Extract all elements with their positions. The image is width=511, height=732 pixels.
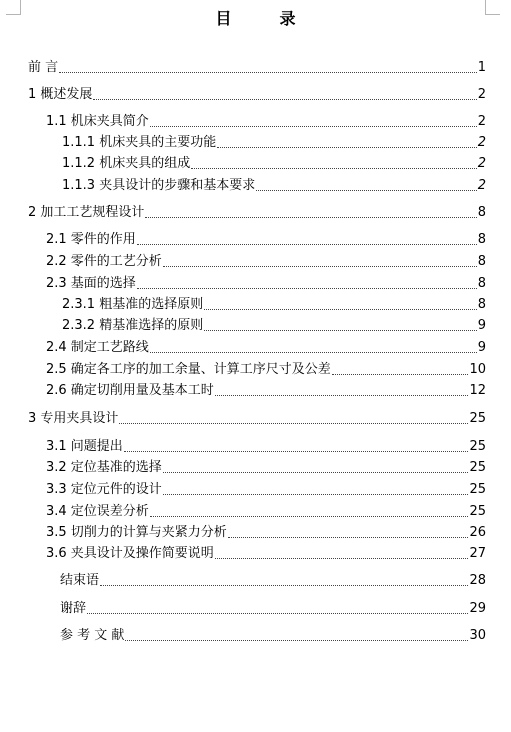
toc-page-number: 8 [477,205,486,220]
toc-entry-conclusion[interactable] [60,572,486,590]
toc-entry-3-6[interactable] [46,545,486,563]
toc-page-number: 25 [469,460,486,475]
toc-entry-text: 1.1 机床夹具简介 [46,114,149,129]
toc-entry-3-4[interactable] [46,503,486,521]
toc-dot-leader [204,297,477,310]
toc-entry-2-6[interactable] [46,382,486,400]
toc-entry-2-4[interactable] [46,339,486,357]
toc-entry-preface[interactable] [28,59,486,77]
toc-dot-leader [163,482,469,495]
toc-page-number: 30 [469,628,486,643]
toc-dot-leader [150,504,469,517]
toc-entry-text: 2.3 基面的选择 [46,276,136,291]
toc-page-number: 9 [477,318,486,333]
toc-page-number: 27 [469,546,486,561]
toc-entry-3-2[interactable] [46,459,486,477]
toc-dot-leader [119,411,468,424]
toc-entry-text: 3.4 定位误差分析 [46,504,149,519]
toc-page-number: 2 [477,114,486,129]
toc-entry-text: 3.2 定位基准的选择 [46,460,162,475]
toc-entry-text: 3.3 定位元件的设计 [46,482,162,497]
toc-dot-leader [93,87,476,100]
toc-entry-text: 2.2 零件的工艺分析 [46,254,162,269]
toc-dot-leader [100,573,468,586]
toc-page-number: 25 [469,439,486,454]
toc-dot-leader [215,383,469,396]
toc-page-number: 25 [469,411,486,426]
toc-dot-leader [163,460,469,473]
page-title: 目 录 [215,9,312,28]
toc-page-number: 2 [477,178,486,193]
toc-dot-leader [87,601,468,614]
toc-entry-text: 2 加工工艺规程设计 [28,205,145,220]
toc-dot-leader [204,318,477,331]
toc-entry-text: 3.5 切削力的计算与夹紧力分析 [46,525,227,540]
toc-entry-2-1[interactable] [46,231,486,249]
toc-page-number: 8 [477,232,486,247]
toc-page-number: 8 [477,276,486,291]
toc-dot-leader [163,254,477,267]
toc-entry-2-2[interactable] [46,253,486,271]
toc-page-number: 2 [477,156,486,171]
toc-entry-text: 2.4 制定工艺路线 [46,340,149,355]
toc-entry-2-3[interactable] [46,275,486,293]
toc-page-number: 8 [477,297,486,312]
toc-page-number: 29 [469,601,486,616]
toc-entry-text: 2.1 零件的作用 [46,232,136,247]
toc-page-number: 10 [469,362,486,377]
toc-entry-references[interactable] [60,627,486,645]
toc-entry-text: 1.1.3 夹具设计的步骤和基本要求 [62,178,256,193]
toc-entry-text: 参 考 文 献 [60,628,125,643]
toc-dot-leader [217,135,477,148]
toc-entry-chapter-1[interactable] [28,86,486,104]
toc-dot-leader [191,156,477,169]
toc-entry-1-1-2[interactable] [62,155,486,173]
toc-entry-text: 2.3.1 粗基准的选择原则 [62,297,204,312]
toc-entry-text: 谢辞 [60,601,87,616]
toc-entry-3-5[interactable] [46,524,486,542]
toc-page-number: 26 [469,525,486,540]
toc-entry-text: 3 专用夹具设计 [28,411,119,426]
toc-dot-leader [145,205,476,218]
toc-dot-leader [228,525,469,538]
toc-page-number: 12 [469,383,486,398]
toc-entry-text: 结束语 [60,573,100,588]
toc-page-number: 25 [469,504,486,519]
toc-entry-1-1-3[interactable] [62,177,486,195]
toc-entry-1-1[interactable] [46,113,486,131]
toc-dot-leader [215,546,469,559]
toc-page-number: 2 [477,135,486,150]
toc-entry-3-1[interactable] [46,438,486,456]
toc-dot-leader [125,628,468,641]
toc-entry-text: 3.6 夹具设计及操作简要说明 [46,546,214,561]
toc-entry-text: 1 概述发展 [28,87,93,102]
toc-dot-leader [332,362,469,375]
toc-dot-leader [150,340,477,353]
toc-entry-acknowledgements[interactable] [60,600,486,618]
toc-page-number: 25 [469,482,486,497]
toc-entry-chapter-2[interactable] [28,204,486,222]
toc-entry-2-5[interactable] [46,361,486,379]
toc-entry-text: 2.5 确定各工序的加工余量、计算工序尺寸及公差 [46,362,331,377]
toc-dot-leader [256,178,477,191]
toc-entry-text: 1.1.1 机床夹具的主要功能 [62,135,217,150]
toc-page-number: 2 [477,87,486,102]
toc-dot-leader [59,60,477,73]
toc-dot-leader [137,232,477,245]
toc-entry-3-3[interactable] [46,481,486,499]
toc-page-number: 9 [477,340,486,355]
toc-entry-chapter-3[interactable] [28,410,486,428]
toc-entry-2-3-1[interactable] [62,296,486,314]
toc-entry-text: 2.6 确定切削用量及基本工时 [46,383,214,398]
toc-entry-2-3-2[interactable] [62,317,486,335]
toc-entry-text: 前 言 [28,60,59,75]
toc-dot-leader [124,439,469,452]
toc-entry-text: 3.1 问题提出 [46,439,123,454]
toc-entry-text: 1.1.2 机床夹具的组成 [62,156,191,171]
toc-dot-leader [137,276,477,289]
toc-dot-leader [150,114,477,127]
toc-page-number: 1 [477,60,486,75]
toc-entry-text: 2.3.2 精基准选择的原则 [62,318,204,333]
toc-entry-1-1-1[interactable] [62,134,486,152]
toc-page-number: 28 [469,573,486,588]
toc-page-number: 8 [477,254,486,269]
